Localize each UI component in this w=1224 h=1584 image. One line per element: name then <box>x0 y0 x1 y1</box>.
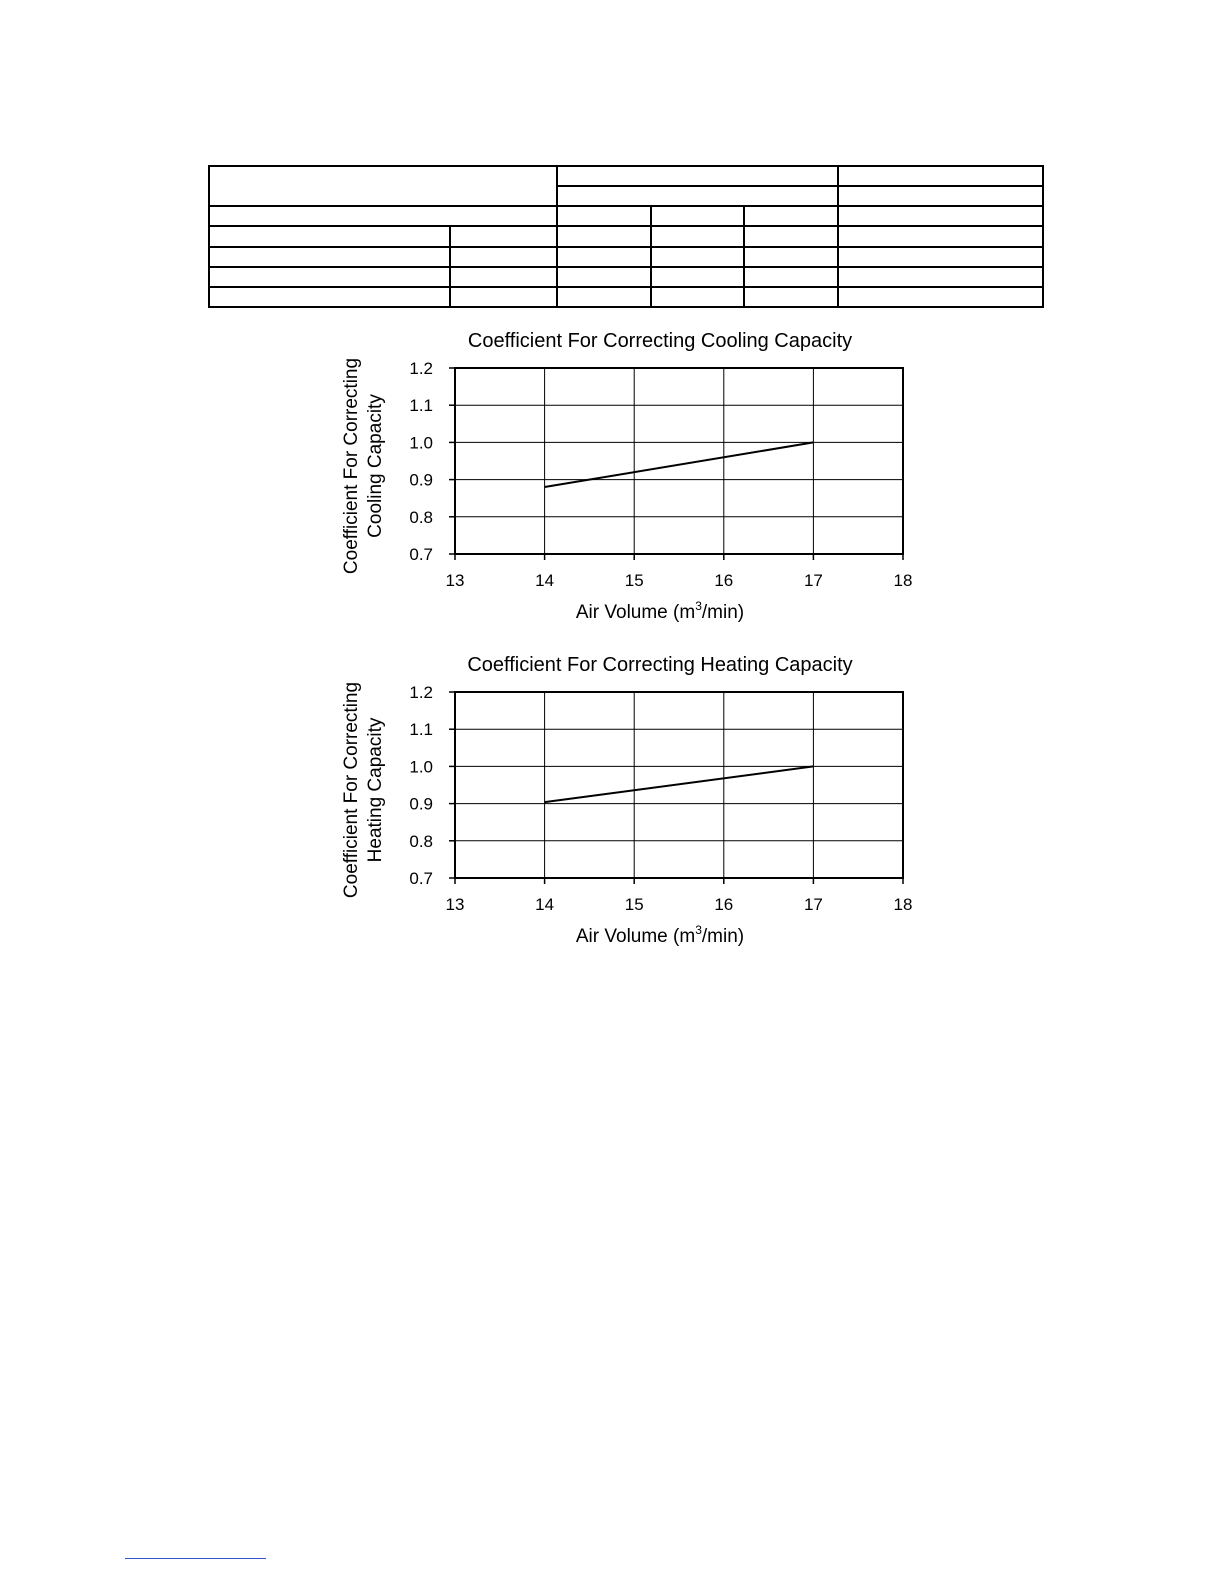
x-axis-ticks <box>446 878 913 914</box>
table-row <box>209 247 1043 267</box>
table-cell <box>557 226 651 246</box>
y-axis-label-line2: Heating Capacity <box>365 717 386 863</box>
table-cell <box>838 247 1043 267</box>
table-cell <box>557 186 838 206</box>
series <box>545 766 814 802</box>
x-tick-label: 16 <box>714 895 734 914</box>
table-cell <box>209 166 557 206</box>
x-tick-label: 18 <box>893 895 913 914</box>
y-tick-label: 1.2 <box>409 359 433 378</box>
x-tick-label: 16 <box>714 571 734 590</box>
table-cell <box>838 226 1043 246</box>
cooling-capacity-chart <box>330 322 930 622</box>
empty-spec-table <box>208 165 1044 308</box>
table-cell <box>209 247 450 267</box>
heating-capacity-chart <box>330 646 930 946</box>
table-row <box>209 267 1043 287</box>
x-tick-label: 13 <box>445 895 465 914</box>
y-axis-ticks <box>409 683 455 888</box>
y-tick-label: 0.9 <box>409 470 433 490</box>
table-cell <box>651 247 744 267</box>
table-cell <box>557 267 651 287</box>
table-cell <box>744 206 838 226</box>
table-cell <box>838 186 1043 206</box>
chart-title: Coefficient For Correcting Cooling Capacity <box>467 330 853 352</box>
series-line <box>545 766 814 802</box>
series <box>545 442 814 487</box>
table-cell <box>450 226 557 246</box>
y-tick-label: 0.8 <box>409 507 433 527</box>
table-cell <box>450 267 557 287</box>
x-tick-label: 17 <box>803 571 823 590</box>
y-tick-label: 0.7 <box>409 545 433 564</box>
grid <box>455 368 903 554</box>
table-cell <box>651 287 744 307</box>
table-cell <box>838 206 1043 226</box>
plot-frame <box>455 368 903 554</box>
x-tick-label: 15 <box>624 571 644 590</box>
y-axis-label-line1: Coefficient For Correcting <box>341 357 362 575</box>
y-axis-label <box>341 358 386 574</box>
table-cell <box>744 287 838 307</box>
table-row <box>209 166 1043 186</box>
table-row <box>209 226 1043 246</box>
y-tick-label: 0.8 <box>409 831 433 851</box>
y-tick-label: 1.1 <box>409 720 433 740</box>
table-row <box>209 206 1043 226</box>
table-cell <box>557 206 651 226</box>
table-cell <box>651 267 744 287</box>
chart-title: Coefficient For Correcting Heating Capacity <box>467 654 853 676</box>
x-tick-label: 15 <box>624 895 644 914</box>
table-cell <box>744 267 838 287</box>
series-line <box>545 442 814 487</box>
y-axis-ticks <box>409 359 455 564</box>
footer-rule <box>125 1558 266 1559</box>
y-tick-label: 1.0 <box>409 757 433 777</box>
table-cell <box>838 267 1043 287</box>
y-tick-label: 0.7 <box>409 869 433 888</box>
table-cell <box>209 267 450 287</box>
table-cell <box>557 166 838 186</box>
x-axis-ticks <box>446 554 913 590</box>
table-cell <box>557 287 651 307</box>
table-cell <box>744 226 838 246</box>
y-axis-label-line2: Cooling Capacity <box>365 394 386 538</box>
table-cell <box>838 166 1043 186</box>
table-cell <box>744 247 838 267</box>
x-axis-label: Air Volume $(m^3/\min)$ <box>575 923 745 946</box>
table-cell <box>209 287 450 307</box>
x-tick-label: 17 <box>803 895 823 914</box>
y-axis-label-line1: Coefficient For Correcting <box>341 681 362 899</box>
table-cell <box>557 247 651 267</box>
y-axis-label <box>341 682 386 898</box>
x-tick-label: 18 <box>893 571 913 590</box>
table-row <box>209 287 1043 307</box>
x-tick-label: 13 <box>445 571 465 590</box>
y-tick-label: 1.2 <box>409 683 433 702</box>
y-tick-label: 1.0 <box>409 433 433 453</box>
y-tick-label: 1.1 <box>409 396 433 416</box>
table-cell <box>651 226 744 246</box>
x-axis-label: Air Volume $(m^3/\min)$ <box>575 599 745 622</box>
table-cell <box>209 206 557 226</box>
table-cell <box>651 206 744 226</box>
table-cell <box>838 287 1043 307</box>
x-tick-label: 14 <box>535 571 555 590</box>
x-tick-label: 14 <box>535 895 555 914</box>
table-cell <box>209 226 450 246</box>
table-cell <box>450 247 557 267</box>
y-tick-label: 0.9 <box>409 794 433 814</box>
table-cell <box>450 287 557 307</box>
